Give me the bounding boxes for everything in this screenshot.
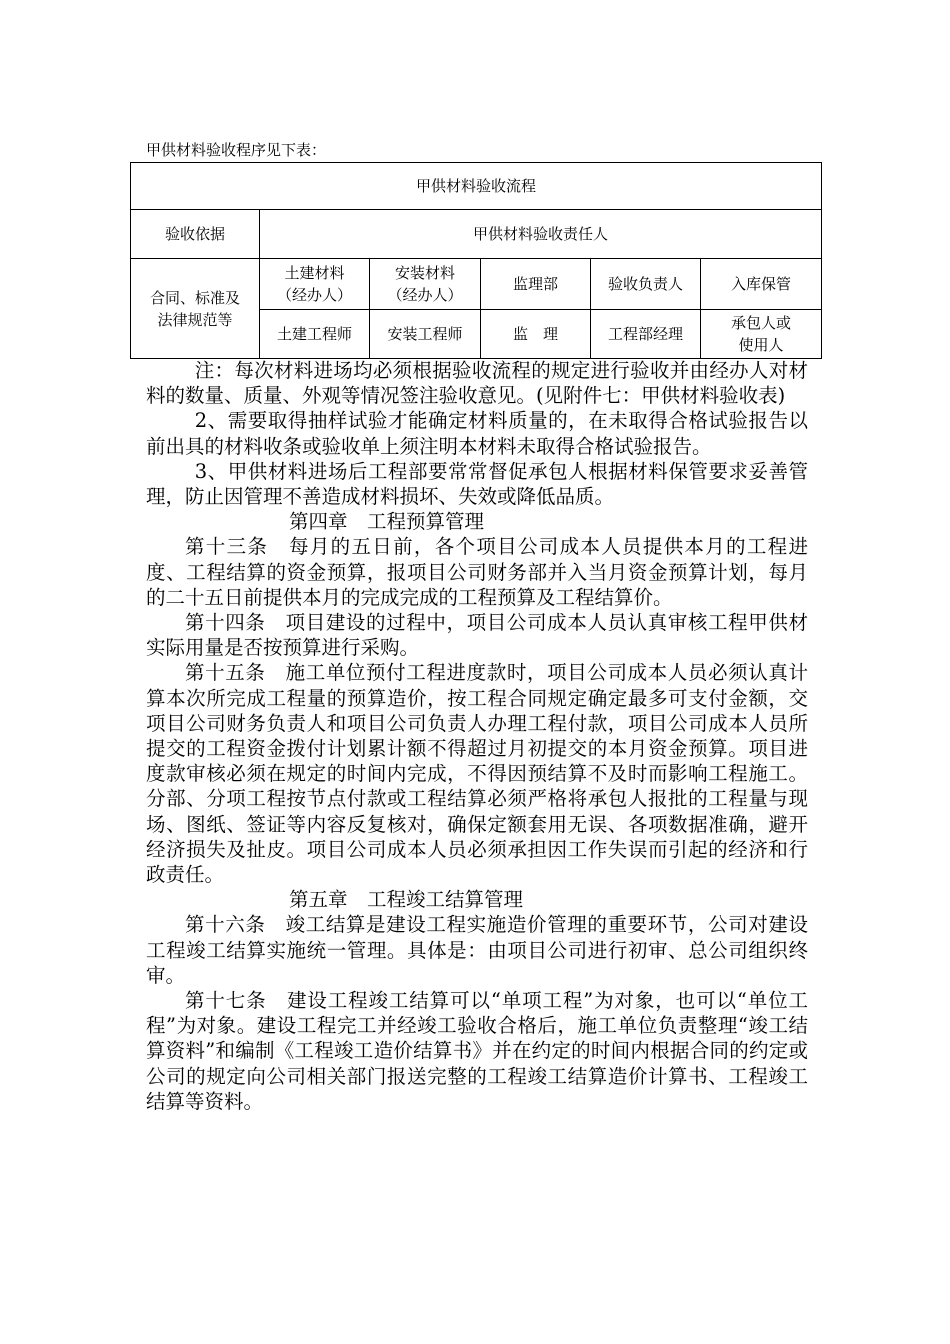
person-cell: 承包人或使用人 — [701, 310, 822, 359]
role-cell: 监理部 — [481, 259, 591, 310]
chapter-heading-5: 第五章 工程竣工结算管理 — [289, 888, 524, 912]
note-paragraph: 注：每次材料进场均必须根据验收流程的规定进行验收并由经办人对材料的数量、质量、外观等情况签注验收意见。(见附件七：甲供材料验收表) — [146, 359, 808, 408]
article-16: 第十六条 竣工结算是建设工程实施造价管理的重要环节，公司对建设工程竣工结算实施统一管理。具体是：由项目公司进行初审、总公司组织终审。 — [146, 913, 808, 987]
article-15: 第十五条 施工单位预付工程进度款时，项目公司成本人员必须认真计算本次所完成工程量的预算造价，按工程合同规定确定最多可支付金额，交项目公司财务负责人和项目公司负责人办理工程付款，项目公司成本人员所提交的工程资金拨付计划累计额不得超过月初提交的本月资金预算。项目进度款审核必须在规定的时间内完成，不得因预结算不及时而影响工程施工。分部、分项工程按节点付款或工程结算必须严格将承包人报批的工程量与现场、图纸、签证等内容反复核对，确保定额套用无误、各项数据准确，避开经济损失及扯皮。项目公司成本人员必须承担因工作失误而引起的经济和行政责任。 — [146, 661, 808, 887]
table-header-row — [131, 210, 822, 259]
person-cell: 土建工程师 — [260, 310, 370, 359]
role-cell: 安装材料（经办人） — [370, 259, 481, 310]
person-cell: 监 理 — [481, 310, 591, 359]
note-item-3: 3、甲供材料进场后工程部要常常督促承包人根据材料保管要求妥善管理，防止因管理不善造成材料损坏、失效或降低品质。 — [146, 459, 808, 509]
acceptance-flow-table — [130, 162, 822, 359]
person-cell: 工程部经理 — [591, 310, 701, 359]
table-caption: 甲供材料验收程序见下表： — [146, 141, 327, 159]
note-item-2: 2、需要取得抽样试验才能确定材料质量的，在未取得合格试验报告以前出具的材料收条或验收单上须注明本材料未取得合格试验报告。 — [146, 409, 808, 458]
responsible-header: 甲供材料验收责任人 — [260, 210, 822, 259]
article-13: 第十三条 每月的五日前，各个项目公司成本人员提供本月的工程进度、工程结算的资金预算，报项目公司财务部并入当月资金预算计划，每月的二十五日前提供本月的完成完成的工程预算及工程结算价。 — [146, 535, 808, 609]
role-cell: 验收负责人 — [591, 259, 701, 310]
table-title-row — [131, 163, 822, 210]
role-cell: 土建材料（经办人） — [260, 259, 370, 310]
person-cell: 安装工程师 — [370, 310, 481, 359]
article-14: 第十四条 项目建设的过程中，项目公司成本人员认真审核工程甲供材实际用量是否按预算进行采购。 — [146, 611, 808, 660]
basis-header: 验收依据 — [131, 210, 260, 259]
table-title: 甲供材料验收流程 — [131, 163, 822, 210]
roles-row — [131, 259, 822, 310]
article-17: 第十七条 建设工程竣工结算可以“单项工程”为对象，也可以“单位工程”为对象。建设工程完工并经竣工验收合格后，施工单位负责整理“竣工结算资料”和编制《工程竣工造价结算书》并在约定的时间内根据合同的约定或公司的规定向公司相关部门报送完整的工程竣工结算造价计算书、工程竣工结算等资料。 — [146, 989, 808, 1113]
body-text — [146, 358, 808, 1114]
basis-value: 合同、标准及法律规范等 — [131, 259, 260, 359]
role-cell: 入库保管 — [701, 259, 822, 310]
chapter-heading-4: 第四章 工程预算管理 — [289, 510, 485, 534]
